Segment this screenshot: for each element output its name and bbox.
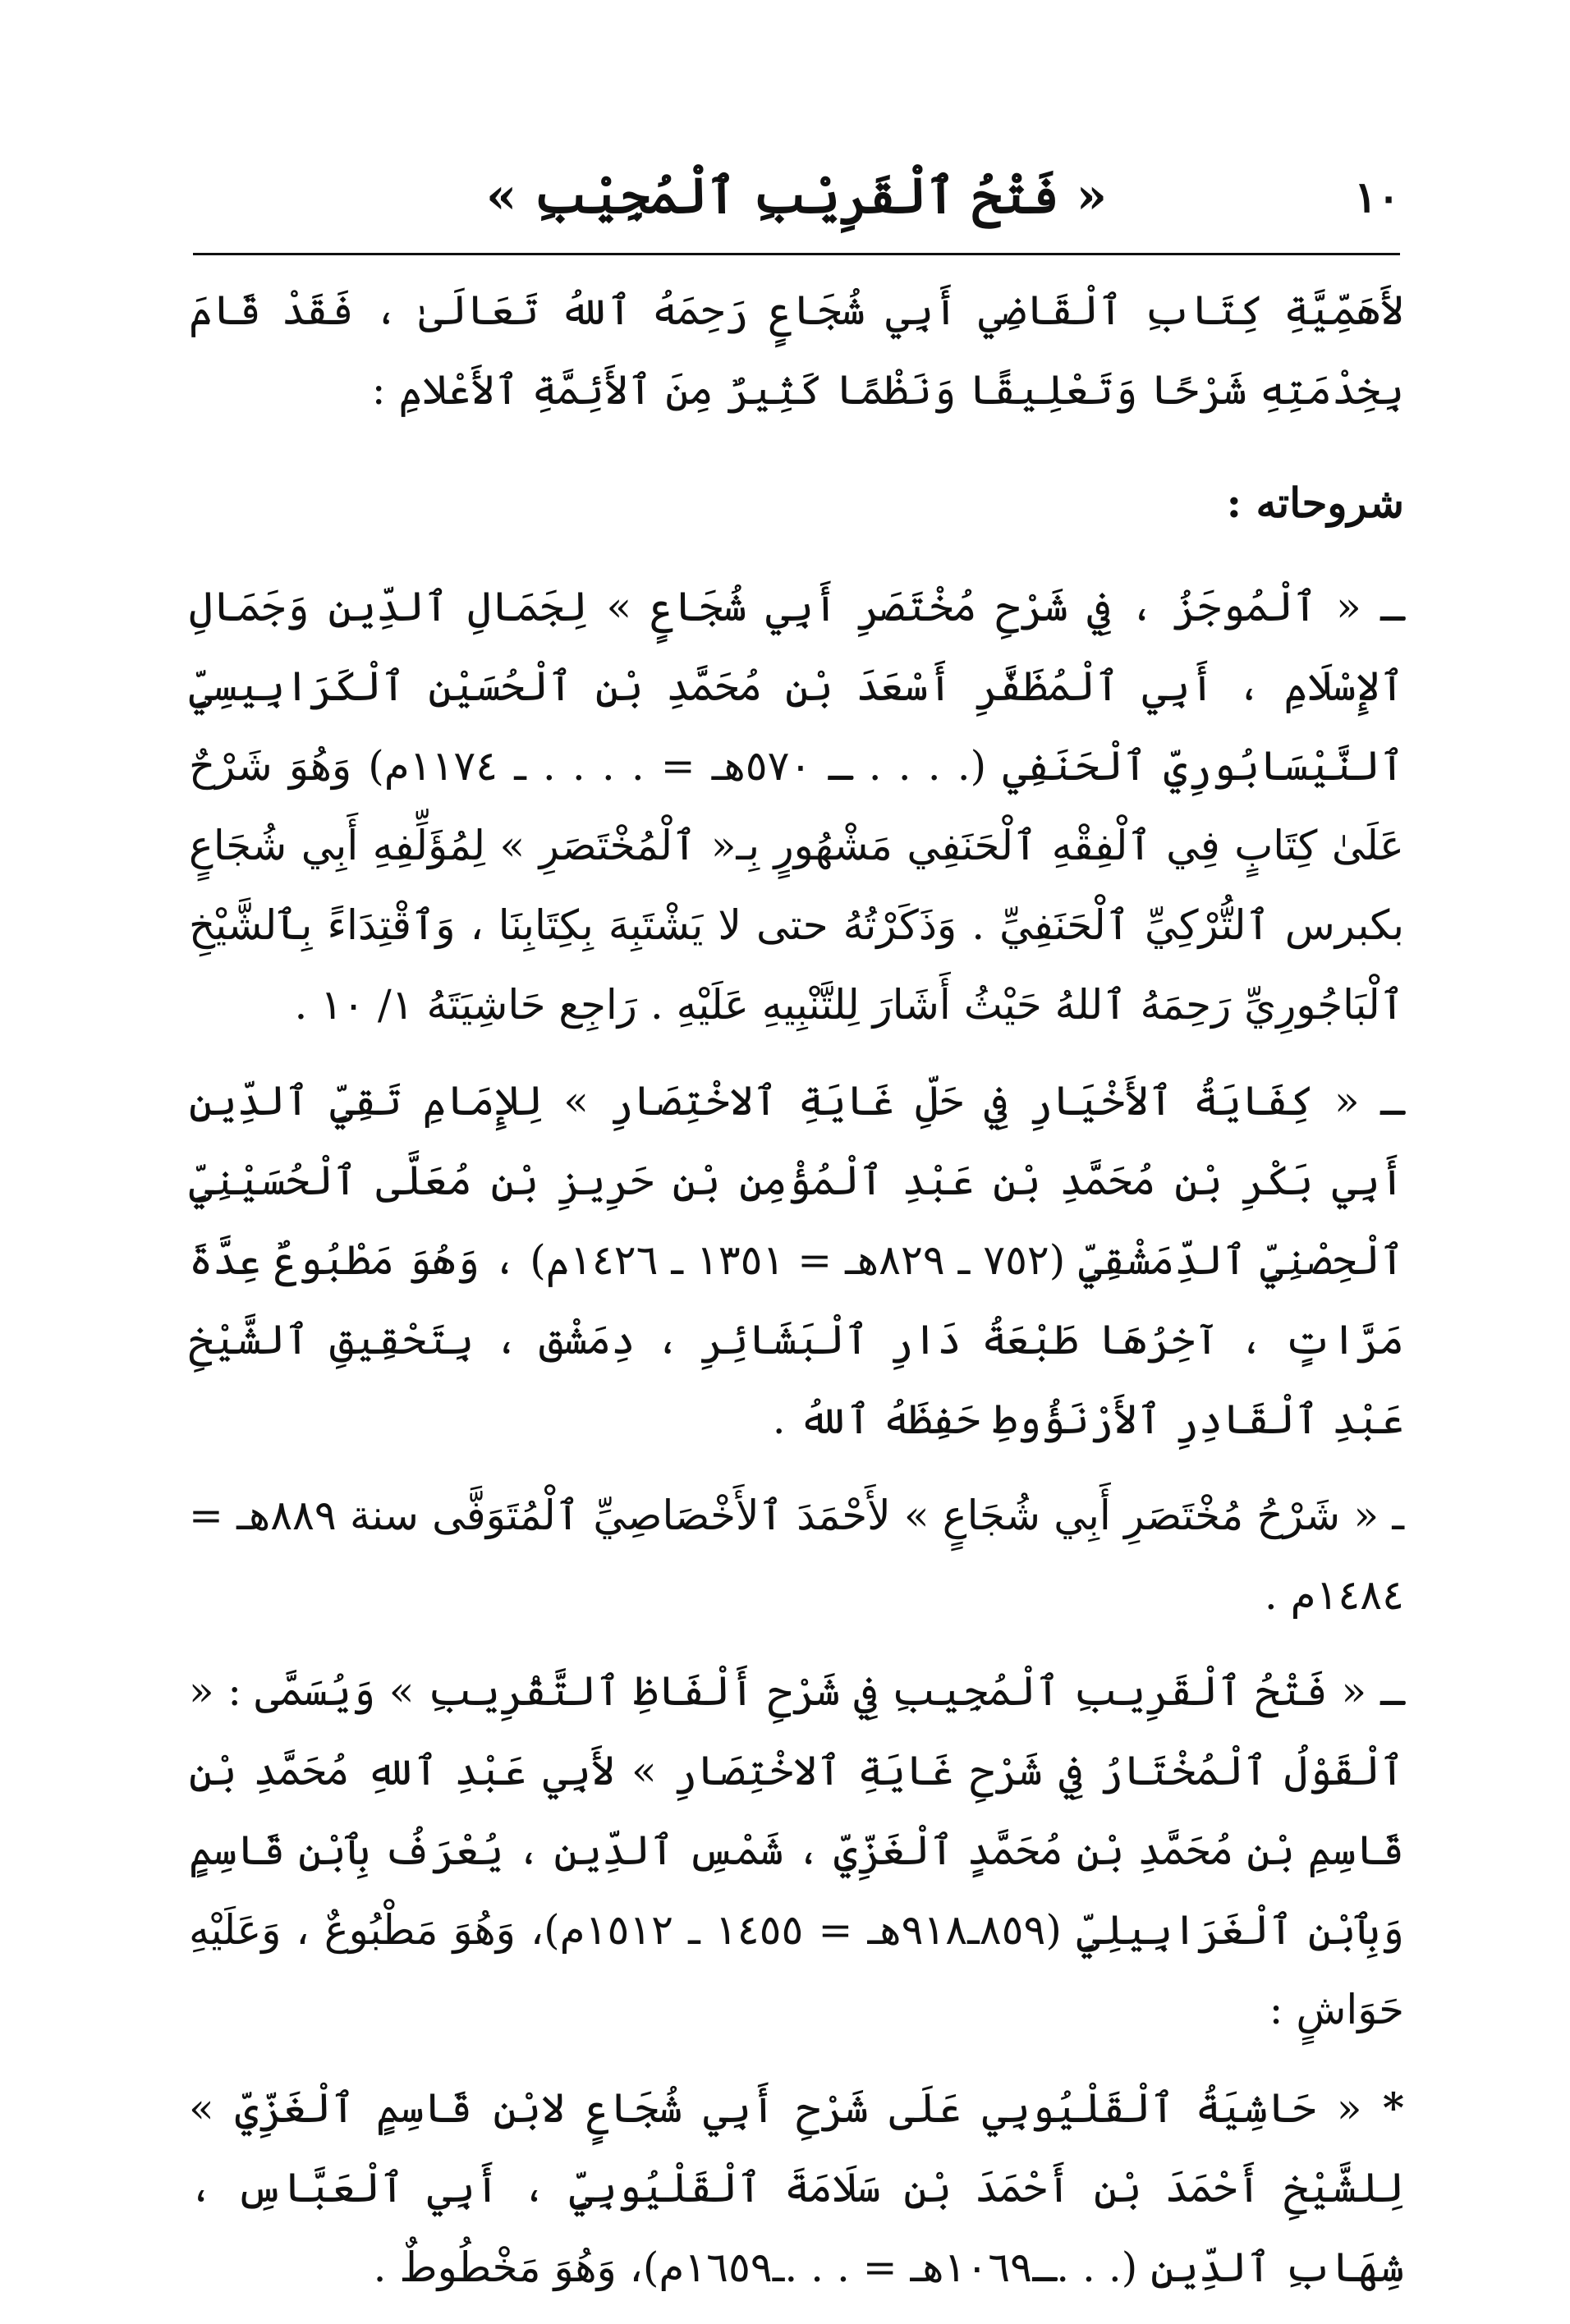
main-text xyxy=(189,271,1404,2324)
entry-kifayat-al-akhyar: ـ « كِفَايَةُ ٱلأَخْيَارِ فِي حَلِّ غَايَةِ ٱلاخْتِصَارِ » لِلإِمَامِ تَقِيِّ ٱلدِّينِ أَبِي بَكْرِ بْنِ مُحَمَّدِ بْنِ عَبْدِ ٱلْمُؤْمِنِ بْنِ حَرِيزِ بْنِ مُعَلَّى ٱلْحُسَيْنِيِّ ٱلْحِصْنِيِّ ٱلدِّمَشْقِيِّ (٧٥٢ ـ ٨٢٩هـ = ١٣٥١ ـ ١٤٢٦م) ، وَهُوَ مَطْبُوعٌ عِدَّةَ مَرَّاتٍ ، آخِرُهَا طَبْعَةُ دَارِ ٱلْبَشَائِرِ ، دِمَشْق ، بِتَحْقِيقِ ٱلشَّيْخِ عَبْدِ ٱلْقَادِرِ ٱلأَرْنَؤُوطِ حَفِظَهُ ٱللهُ . xyxy=(189,1077,1405,1443)
entry-fath-al-qarib: ـ « فَتْحُ ٱلْقَرِيبِ ٱلْمُجِيبِ فِي شَرْحِ أَلْفَاظِ ٱلتَّقْرِيبِ » وَيُسَمَّى : « ٱلْقَوْلُ ٱلْمُخْتَارُ فِي شَرْحِ غَايَةِ ٱلاخْتِصَارِ » لأَبِي عَبْدِ ٱللهِ مُحَمَّدِ بْنِ قَاسِمِ بْنِ مُحَمَّدِ بْنِ مُحَمَّدٍ ٱلْغَزِّيِّ ، شَمْسِ ٱلدِّينِ ، يُعْرَفُ بِٱبْنِ قَاسِمٍ وَبِٱبْنِ ٱلْغَرَابِيلِيِّ (٨٥٩ـ٩١٨هـ = ١٤٥٥ ـ ١٥١٢م)، وَهُوَ مَطْبُوعٌ ، وَعَلَيْهِ حَوَاشٍ : xyxy=(189,1667,1405,2033)
section-heading: شروحاته : xyxy=(1226,479,1404,527)
intro-paragraph: لأَهَمِّيَّةِ كِتَابِ ٱلْقَاضِي أَبِي شُجَاعٍ رَحِمَهُ ٱللهُ تَعَالَىٰ ، فَقَدْ قَامَ بِخِدْمَتِهِ شَرْحًا وَتَعْلِيقًا وَنَظْمًا كَثِيرٌ مِنَ ٱلأَئِمَّةِ ٱلأَعْلامِ : xyxy=(189,286,1404,414)
page-number: ١٠ xyxy=(1354,172,1400,222)
running-title: « فَتْحُ ٱلْقَرِيْبِ ٱلْمُجِيْبِ » xyxy=(485,167,1108,225)
entry-mujaz: ـ « ٱلْمُوجَزُ ، فِي شَرْحِ مُخْتَصَرِ أَبِي شُجَاعٍ » لِجَمَالِ ٱلدِّينِ وَجَمَالِ ٱلإِسْلَامِ ، أَبِي ٱلْمُظَفَّرِ أَسْعَدَ بْنِ مُحَمَّدِ بْنِ ٱلْحُسَيْنِ ٱلْكَرَابِيسِيِّ ٱلنَّيْسَابُورِيِّ ٱلْحَنَفِي (. . . . ـ ٥٧٠هـ = . . . . ـ ١١٧٤م) وَهُوَ شَرْحٌ عَلَىٰ كِتَابٍ فِي ٱلْفِقْهِ ٱلْحَنَفِي مَشْهُورٍ بِـ« ٱلْمُخْتَصَرِ » لِمُؤَلِّفِهِ أَبِي شُجَاعٍ بكبرس ٱلتُّرْكِيِّ ٱلْحَنَفِيِّ . وَذَكَرْتُهُ حتى لا يَشْتَبِهَ بِكِتَابِنَا ، وَٱقْتِدَاءً بِٱلشَّيْخِ ٱلْبَاجُورِيِّ رَحِمَهُ ٱللهُ حَيْثُ أَشَارَ لِلتَّنْبِيهِ عَلَيْهِ . رَاجِع حَاشِيَتَهُ ١/ ١٠ . xyxy=(189,583,1404,1029)
entry-hashiyat-qalyubi xyxy=(189,2068,1404,2308)
entry-hashiyat-qalyubi-text: « حَاشِيَةُ ٱلْقَلْيُوبِي عَلَى شَرْحِ أَبِي شُجَاعٍ لابْنِ قَاسِمٍ ٱلْغَزِّيِّ » لِلشَّيْخِ أَحْمَدَ بْنِ أَحْمَدَ بْنِ سَلَامَةَ ٱلْقَلْيُوبِيِّ ، أَبِي ٱلْعَبَّاسِ ، شِهَابِ ٱلدِّينِ (. . .ـ١٠٦٩هـ = . . .ـ١٦٥٩م)، وَهُوَ مَخْطُوطٌ . xyxy=(189,2084,1404,2291)
entry-sharh-akhsasi: ـ « شَرْحُ مُخْتَصَرِ أَبِي شُجَاعٍ » لأَحْمَدَ ٱلأَخْصَاصِيِّ ٱلْمُتَوَفَّى سنة ٨٨٩هـ = ١٤٨٤م . xyxy=(189,1492,1404,1619)
header-rule xyxy=(193,253,1400,255)
page-header xyxy=(193,164,1400,254)
asterisk-marker: * xyxy=(1382,2083,1404,2132)
